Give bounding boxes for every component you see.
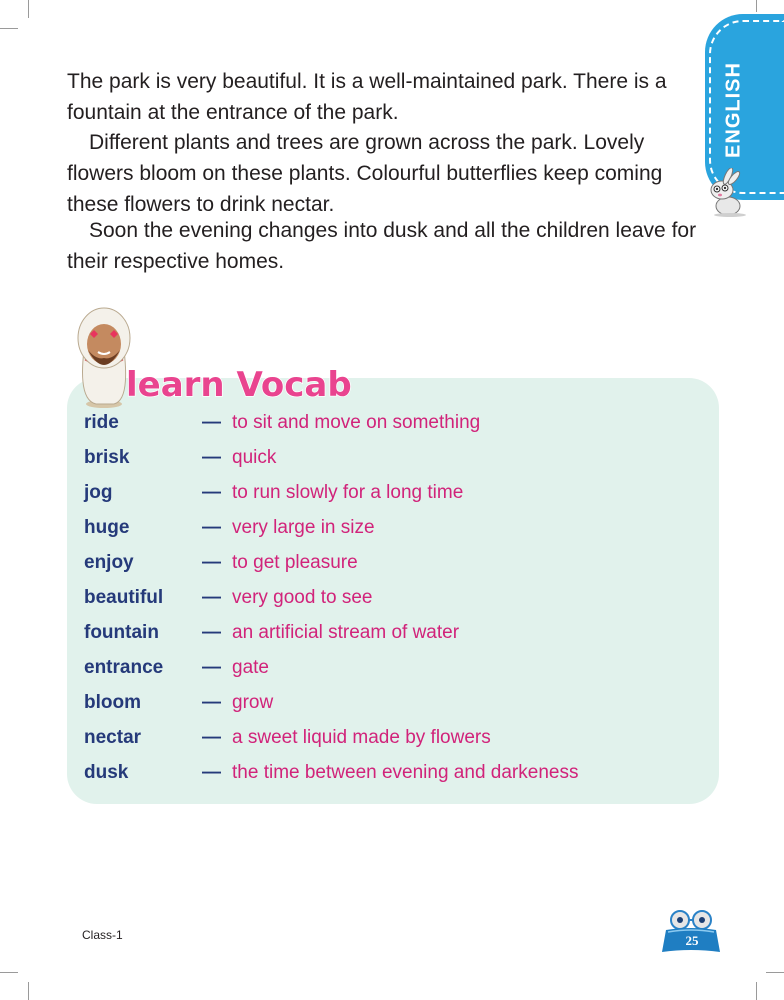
- vocab-dash: —: [202, 727, 221, 748]
- vocab-meaning: grow: [232, 692, 274, 713]
- vocab-word: jog: [84, 482, 113, 503]
- vocab-row: [84, 692, 704, 722]
- story-paragraph: The park is very beautiful. It is a well-maintained park. There is a fountain at the entrance of the park.: [67, 70, 667, 124]
- vocab-meaning: to get pleasure: [232, 552, 358, 573]
- vocab-word: ride: [84, 412, 119, 433]
- vocab-meaning: quick: [232, 447, 277, 468]
- vocab-row: [84, 727, 704, 757]
- crop-mark: [28, 982, 29, 1000]
- vocab-dash: —: [202, 587, 221, 608]
- vocab-word: brisk: [84, 447, 130, 468]
- vocab-meaning: gate: [232, 657, 269, 678]
- vocab-word: beautiful: [84, 587, 164, 608]
- vocab-word: bloom: [84, 692, 141, 713]
- vocab-heading-text: learn Vocab: [126, 365, 352, 405]
- crop-mark: [28, 0, 29, 18]
- crop-mark: [0, 28, 18, 29]
- page-number: 25: [685, 933, 699, 948]
- vocab-dash: —: [202, 762, 221, 783]
- vocab-word: enjoy: [84, 552, 134, 573]
- vocab-row: [84, 517, 704, 547]
- vocab-word: fountain: [84, 622, 159, 643]
- vocab-heading: [66, 300, 356, 410]
- vocab-dash: —: [202, 482, 221, 503]
- bunny-icon: [700, 168, 750, 218]
- crop-mark: [766, 972, 784, 973]
- story-paragraph: Soon the evening changes into dusk and all the children leave for their respective homes.: [67, 219, 697, 273]
- vocab-row: [84, 447, 704, 477]
- vocab-dash: —: [202, 692, 221, 713]
- vocab-dash: —: [202, 412, 221, 433]
- vocab-row: [84, 657, 704, 687]
- vocab-row: [84, 552, 704, 582]
- vocab-row: [84, 412, 704, 442]
- vocab-row: [84, 587, 704, 617]
- vocab-meaning: very good to see: [232, 587, 373, 608]
- vocab-dash: —: [202, 517, 221, 538]
- vocab-word: entrance: [84, 657, 164, 678]
- story-paragraph: Different plants and trees are grown across the park. Lovely flowers bloom on these plants. Colourful butterflies keep coming these flowers to drink nectar.: [67, 131, 663, 216]
- vocab-dash: —: [202, 622, 221, 643]
- vocab-meaning: a sweet liquid made by flowers: [232, 727, 491, 748]
- crop-mark: [0, 972, 18, 973]
- vocab-row: [84, 482, 704, 512]
- vocab-row: [84, 762, 704, 792]
- vocab-dash: —: [202, 552, 221, 573]
- vocab-meaning: to sit and move on something: [232, 412, 481, 433]
- vocab-meaning: to run slowly for a long time: [232, 482, 464, 503]
- vocab-word: dusk: [84, 762, 129, 783]
- class-label: Class-1: [82, 928, 123, 942]
- subject-tab-label: ENGLISH: [722, 62, 745, 158]
- crop-mark: [756, 982, 757, 1000]
- vocab-row: [84, 622, 704, 652]
- vocab-dash: —: [202, 447, 221, 468]
- vocab-word: nectar: [84, 727, 142, 748]
- vocab-meaning: an artificial stream of water: [232, 622, 460, 643]
- vocab-meaning: very large in size: [232, 517, 375, 538]
- vocab-word: huge: [84, 517, 130, 538]
- vocab-dash: —: [202, 657, 221, 678]
- vocab-meaning: the time between evening and darkeness: [232, 762, 579, 783]
- vocab-mascot-icon: [78, 308, 130, 408]
- crop-mark: [756, 0, 757, 12]
